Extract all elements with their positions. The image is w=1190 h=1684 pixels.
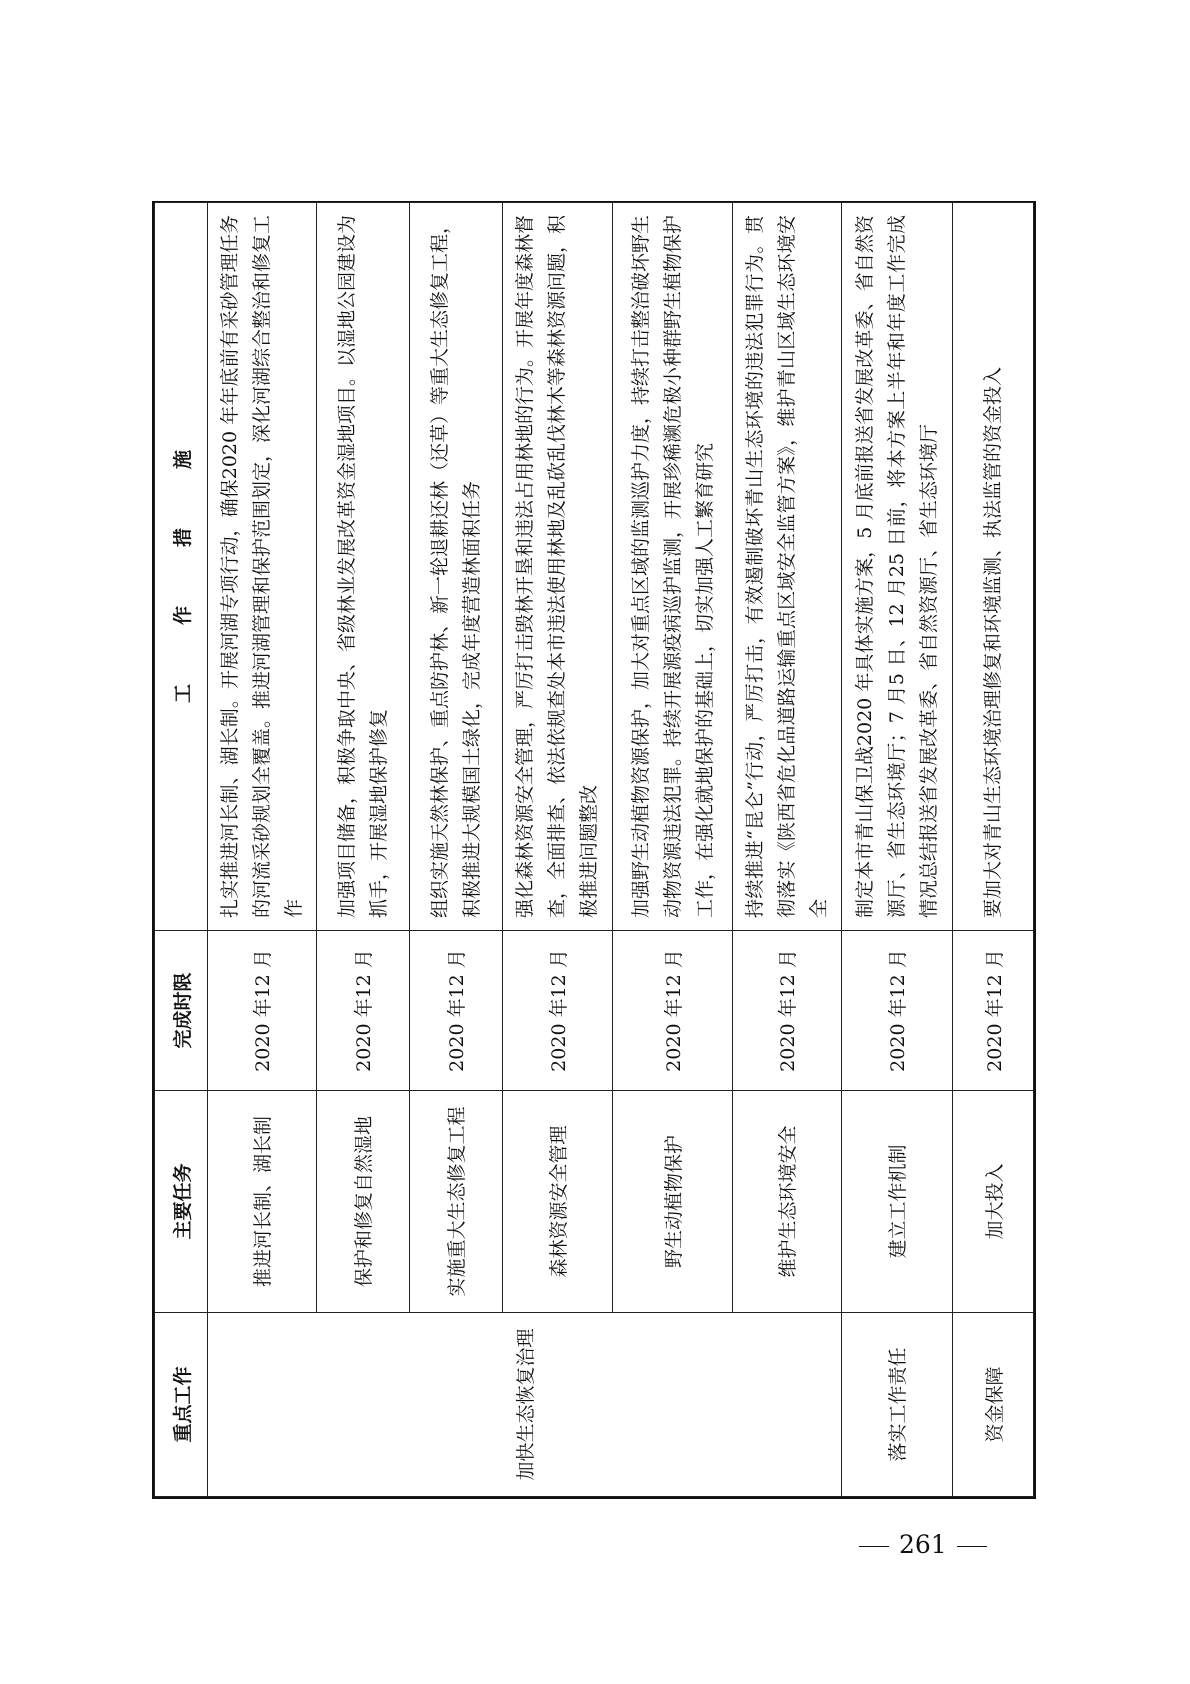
deadline-cell: 2020 年12 月 <box>316 931 409 1091</box>
header-deadline: 完成时限 <box>155 931 208 1091</box>
task-cell: 野生动植物保护 <box>613 1091 733 1313</box>
task-cell: 森林资源安全管理 <box>502 1091 613 1313</box>
task-cell: 加大投入 <box>953 1091 1034 1313</box>
header-measures: 工 作 措 施 <box>155 203 208 931</box>
deadline-cell: 2020 年12 月 <box>841 931 953 1091</box>
table-row <box>613 203 733 1497</box>
measure-cell: 制定本市青山保卫战2020 年具体实施方案，5 月底前报送省发展改革委、省自然资源厅、省生态环境厅；7 月5 日、12 月25 日前，将本方案上半年和年度工作完成情况总结报送省发展改革委、省自然资源厅、省生态环境厅 <box>841 203 953 931</box>
deadline-cell: 2020 年12 月 <box>409 931 502 1091</box>
measure-cell: 要加大对青山生态环境治理修复和环境监测、执法监管的资金投入 <box>953 203 1034 931</box>
task-cell: 维护生态环境安全 <box>733 1091 842 1313</box>
deadline-cell: 2020 年12 月 <box>208 931 317 1091</box>
deadline-cell: 2020 年12 月 <box>733 931 842 1091</box>
table-row <box>841 203 953 1497</box>
task-cell: 保护和修复自然湿地 <box>316 1091 409 1313</box>
table-row <box>409 203 502 1497</box>
page-number <box>849 1530 997 1559</box>
measure-cell: 加强项目储备，积极争取中央、省级林业发展改革资金湿地项目。以湿地公园建设为抓手，开展湿地保护修复 <box>316 203 409 931</box>
table-row <box>733 203 842 1497</box>
task-cell: 实施重大生态修复工程 <box>409 1091 502 1313</box>
page-number-value: 261 <box>899 1530 947 1559</box>
rotated-table-container <box>154 203 1034 1497</box>
task-cell: 推进河长制、湖长制 <box>208 1091 317 1313</box>
measure-cell: 强化森林资源安全管理，严厉打击毁林开垦和违法占用林地的行为。开展年度森林督查，全面排查、依法依规查处本市违法使用林地及乱砍乱伐林木等森林资源问题，积极推进问题整改 <box>502 203 613 931</box>
measure-cell: 组织实施天然林保护、重点防护林、新一轮退耕还林（还草）等重大生态修复工程，积极推进大规模国土绿化，完成年度营造林面积任务 <box>409 203 502 931</box>
table-header-row <box>155 203 208 1497</box>
table-row <box>953 203 1034 1497</box>
header-key-work: 重点工作 <box>155 1313 208 1497</box>
work-plan-table <box>154 202 1034 1497</box>
deadline-cell: 2020 年12 月 <box>613 931 733 1091</box>
key-work-cell: 加快生态恢复治理 <box>208 1313 842 1497</box>
measure-cell: 持续推进“昆仑”行动，严厉打击，有效遏制破坏青山生态环境的违法犯罪行为。贯彻落实《陕西省危化品道路运输重点区域安全监管方案》，维护青山区域生态环境安全 <box>733 203 842 931</box>
key-work-cell: 资金保障 <box>953 1313 1034 1497</box>
deadline-cell: 2020 年12 月 <box>953 931 1034 1091</box>
measure-cell: 加强野生动植物资源保护，加大对重点区域的监测巡护力度，持续打击整治破坏野生动物资源违法犯罪。持续开展源疫病巡护监测，开展珍稀濒危极小种群野生植物保护工作，在强化就地保护的基础上，切实加强人工繁育研究 <box>613 203 733 931</box>
measure-cell: 扎实推进河长制、湖长制。开展河湖专项行动，确保2020 年年底前有采砂管理任务的河流采砂规划全覆盖。推进河湖管理和保护范围划定，深化河湖综合整治和修复工作 <box>208 203 317 931</box>
table-row <box>316 203 409 1497</box>
table-row <box>502 203 613 1497</box>
page-number-dash-left <box>859 1546 889 1547</box>
key-work-cell: 落实工作责任 <box>841 1313 953 1497</box>
work-plan-table-frame <box>152 201 1036 1499</box>
task-cell: 建立工作机制 <box>841 1091 953 1313</box>
page-number-dash-right <box>957 1546 987 1547</box>
deadline-cell: 2020 年12 月 <box>502 931 613 1091</box>
header-task: 主要任务 <box>155 1091 208 1313</box>
table-row <box>208 203 317 1497</box>
